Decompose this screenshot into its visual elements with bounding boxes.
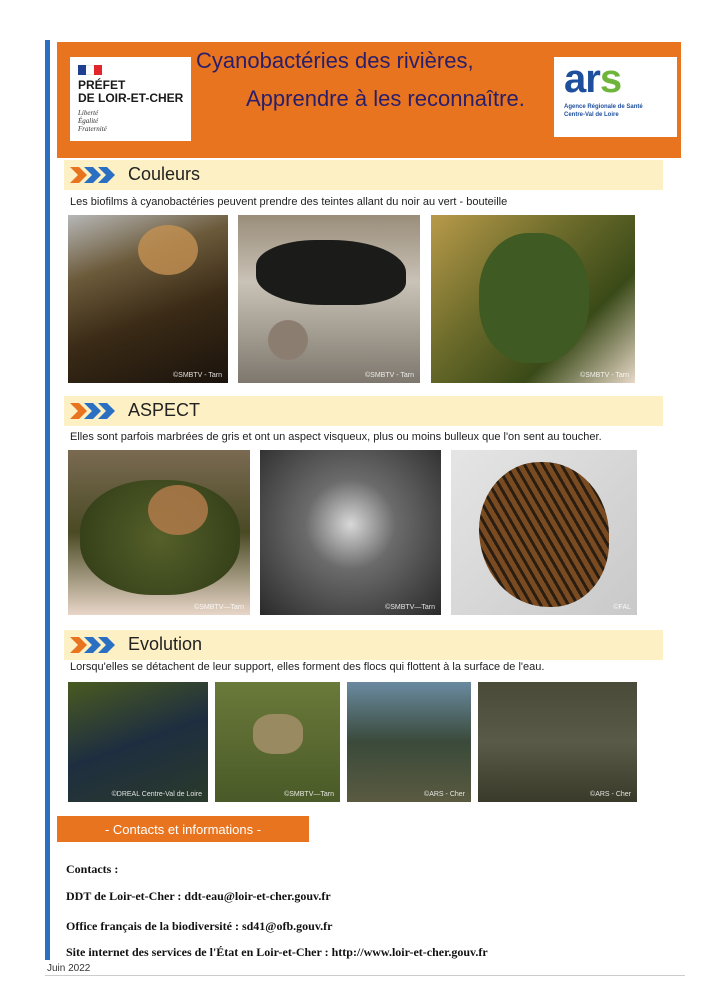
brown-patch bbox=[148, 485, 208, 535]
photo-credit: ©ARS - Cher bbox=[424, 791, 465, 798]
contact-ofb: Office français de la biodiversité : sd41@ofb.gouv.fr bbox=[66, 919, 333, 933]
footer-rule bbox=[45, 975, 685, 976]
photo-credit: ©SMBTV—Tarn bbox=[194, 604, 244, 611]
contact-ddt: DDT de Loir-et-Cher : ddt-eau@loir-et-cher.gouv.fr bbox=[66, 889, 331, 903]
contacts-banner-label: - Contacts et informations - bbox=[104, 822, 262, 837]
photo-aspect-2 bbox=[260, 450, 441, 615]
photo-credit: ©SMBTV - Tarn bbox=[580, 372, 629, 379]
photo-credit: ©SMBTV - Tarn bbox=[173, 372, 222, 379]
republic-motto bbox=[78, 109, 107, 133]
streaked-stone bbox=[479, 462, 609, 607]
chevron-arrows-icon bbox=[70, 637, 120, 653]
ars-logo bbox=[554, 57, 677, 137]
section-evolution-header bbox=[64, 630, 663, 660]
prefet-title-line2: DE LOIR-ET-CHER bbox=[78, 91, 184, 105]
photo-couleurs-3 bbox=[431, 215, 635, 383]
prefet-title-line1: PRÉFET bbox=[78, 78, 126, 92]
prefet-title bbox=[78, 79, 183, 105]
photo-couleurs-1 bbox=[68, 215, 228, 383]
section-title: ASPECT bbox=[128, 400, 201, 420]
ars-sub-line2: Centre-Val de Loire bbox=[564, 112, 619, 118]
contact-website: Site internet des services de l'État en Loir-et-Cher : http://www.loir-et-cher.gouv.fr bbox=[66, 945, 488, 959]
photo-credit: ©SMBTV—Tarn bbox=[284, 791, 334, 798]
photo-couleurs-2 bbox=[238, 215, 420, 383]
photo-credit: ©DREAL Centre-Val de Loire bbox=[111, 791, 202, 798]
page-title-line1: Cyanobactéries des rivières, bbox=[196, 48, 474, 73]
ars-logo-word: ars bbox=[564, 57, 622, 101]
chevron-arrows-icon bbox=[70, 403, 120, 419]
photo-credit: ©FAL bbox=[613, 604, 631, 611]
section-aspect-header bbox=[64, 396, 663, 426]
section-description: Les biofilms à cyanobactéries peuvent prendre des teintes allant du noir au vert - bouteille bbox=[70, 196, 508, 208]
section-couleurs-header bbox=[64, 160, 663, 190]
chevron-arrows-icon bbox=[70, 167, 120, 183]
photo-evolution-4 bbox=[478, 682, 637, 802]
ars-sub-line1: Agence Régionale de Santé bbox=[564, 104, 643, 110]
biofilm-patch bbox=[138, 225, 198, 275]
black-stone bbox=[256, 240, 406, 305]
publication-date: Juin 2022 bbox=[47, 963, 91, 974]
section-title: Evolution bbox=[128, 634, 203, 654]
prefet-logo bbox=[70, 57, 191, 141]
photo-evolution-2 bbox=[215, 682, 340, 802]
floating-floc bbox=[253, 714, 303, 754]
section-description: Elles sont parfois marbrées de gris et ont un aspect visqueux, plus ou moins bulleux que l'on sent au toucher. bbox=[70, 431, 602, 443]
photo-evolution-3 bbox=[347, 682, 471, 802]
photo-credit: ©SMBTV - Tarn bbox=[365, 372, 414, 379]
motto-line3: Fraternité bbox=[78, 125, 107, 133]
contacts-heading: Contacts : bbox=[66, 862, 119, 876]
left-accent-bar bbox=[45, 40, 50, 960]
ars-logo-subtitle bbox=[564, 103, 643, 119]
photo-aspect-1 bbox=[68, 450, 250, 615]
page-title-line2: Apprendre à les reconnaître. bbox=[246, 86, 525, 111]
green-stone bbox=[479, 233, 589, 363]
motto-line1: Liberté bbox=[78, 109, 99, 117]
photo-credit: ©ARS - Cher bbox=[590, 791, 631, 798]
motto-line2: Égalité bbox=[78, 117, 99, 125]
french-flag-icon bbox=[78, 65, 102, 75]
pebble bbox=[268, 320, 308, 360]
contacts-banner bbox=[57, 816, 309, 842]
photo-credit: ©SMBTV—Tarn bbox=[385, 604, 435, 611]
photo-evolution-1 bbox=[68, 682, 208, 802]
section-description: Lorsqu'elles se détachent de leur support, elles forment des flocs qui flottent à la surface de l'eau. bbox=[70, 661, 545, 673]
photo-aspect-3 bbox=[451, 450, 637, 615]
section-title: Couleurs bbox=[128, 164, 201, 184]
